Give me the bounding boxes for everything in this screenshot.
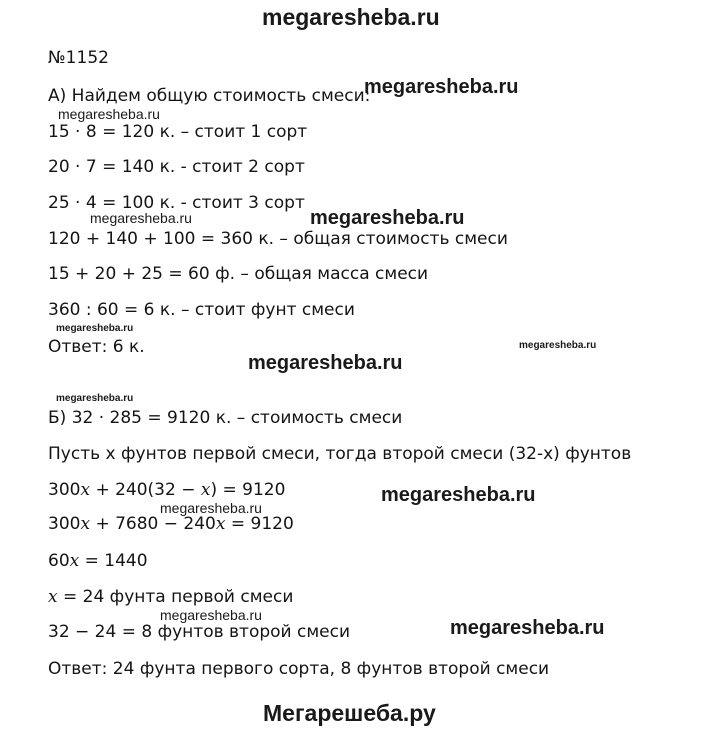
- part-b-heading: Б) 32 · 285 = 9120 к. – стоимость смеси: [48, 408, 403, 428]
- part-a-line-4: 120 + 140 + 100 = 360 к. – общая стоимость смеси: [48, 229, 508, 249]
- equation-4: x = 24 фунта первой смеси: [48, 587, 294, 607]
- watermark: megaresheba.ru: [160, 500, 262, 516]
- equation-2: 300x + 7680 − 240x = 9120: [48, 514, 294, 534]
- watermark: megaresheba.ru: [248, 352, 403, 374]
- watermark: megaresheba.ru: [56, 393, 134, 404]
- watermark: megaresheba.ru: [364, 76, 519, 98]
- equation-1: 300x + 240(32 − x) = 9120: [48, 480, 286, 500]
- part-a-line-6: 360 : 60 = 6 к. – стоит фунт смеси: [48, 300, 355, 320]
- problem-number: №1152: [48, 48, 109, 68]
- part-b-intro: Пусть х фунтов первой смеси, тогда второй смеси (32-х) фунтов: [48, 444, 632, 464]
- watermark: megaresheba.ru: [56, 323, 134, 334]
- watermark: megaresheba.ru: [310, 207, 465, 229]
- watermark: megaresheba.ru: [90, 210, 192, 226]
- equation-5: 32 − 24 = 8 фунтов второй смеси: [48, 622, 351, 642]
- watermark: megaresheba.ru: [450, 617, 605, 639]
- part-a-line-1: 15 · 8 = 120 к. – стоит 1 сорт: [48, 122, 308, 142]
- watermark: megaresheba.ru: [519, 340, 597, 351]
- watermark: megaresheba.ru: [58, 106, 160, 122]
- part-a-line-3: 25 · 4 = 100 к. - стоит 3 сорт: [48, 193, 305, 213]
- site-footer: Мегарешеба.ру: [263, 700, 436, 726]
- part-a-line-5: 15 + 20 + 25 = 60 ф. – общая масса смеси: [48, 264, 429, 284]
- part-b-answer: Ответ: 24 фунта первого сорта, 8 фунтов второй смеси: [48, 659, 550, 679]
- part-a-answer: Ответ: 6 к.: [48, 337, 145, 357]
- equation-3: 60x = 1440: [48, 551, 148, 571]
- watermark: megaresheba.ru: [160, 607, 262, 623]
- part-a-line-2: 20 · 7 = 140 к. - стоит 2 сорт: [48, 157, 305, 177]
- watermark: megaresheba.ru: [381, 484, 536, 506]
- part-a-heading: А) Найдем общую стоимость смеси:: [48, 86, 371, 106]
- site-header: megaresheba.ru: [262, 4, 440, 30]
